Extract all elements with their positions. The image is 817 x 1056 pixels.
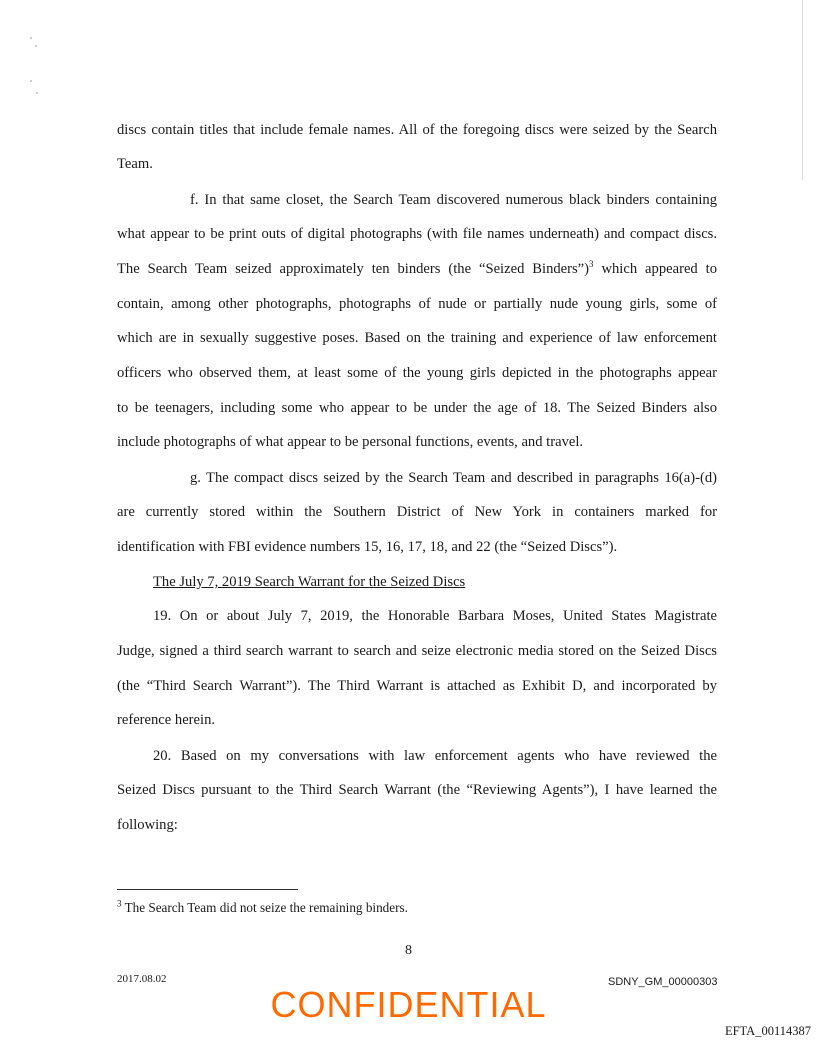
footnote-text: The Search Team did not seize the remaining binders. [124, 900, 408, 915]
text-line: (the “Third Search Warrant”). The Third Warrant is attached as Exhibit D, and incorporated by [117, 678, 717, 694]
text-line: what appear to be print outs of digital photographs (with file names underneath) and compact discs. [117, 226, 717, 242]
text-line: Team. [117, 156, 153, 172]
document-date: 2017.08.02 [117, 973, 167, 985]
bates-number-efta: EFTA_00114387 [724, 1024, 811, 1038]
bates-number-sdny: SDNY_GM_00000303 [608, 976, 718, 988]
text-line: are currently stored within the Southern District of New York in containers marked for [117, 504, 717, 520]
paragraph-g-start: g. The compact discs seized by the Search Team and described in paragraphs 16(a)-(d) [190, 470, 717, 486]
text-line: to be teenagers, including some who appear to be under the age of 18. The Seized Binders also [117, 400, 717, 416]
text-segment: The Search Team seized approximately ten binders (the “Seized Binders”) [117, 261, 590, 277]
footnote-number: 3 [117, 898, 122, 909]
text-line: identification with FBI evidence numbers 15, 16, 17, 18, and 22 (the “Seized Discs”). [117, 539, 618, 555]
text-line: which are in sexually suggestive poses. Based on the training and experience of law enforcement [117, 330, 717, 346]
section-heading: The July 7, 2019 Search Warrant for the Seized Discs [153, 574, 466, 590]
text-line: contain, among other photographs, photographs of nude or partially nude young girls, some of [117, 296, 717, 312]
text-line: reference herein. [117, 712, 216, 728]
text-line: Judge, signed a third search warrant to search and seize electronic media stored on the Seized Discs [117, 643, 717, 659]
scan-speck [30, 80, 32, 82]
scan-speck [36, 92, 38, 94]
paragraph-f-start: f. In that same closet, the Search Team discovered numerous black binders containing [190, 192, 717, 208]
text-line-with-footnote-ref [117, 261, 717, 278]
footnote-ref-marker: 3 [589, 259, 594, 270]
text-segment: which appeared to [601, 261, 717, 277]
footnote-separator [117, 889, 298, 890]
text-line: officers who observed them, at least some of the young girls depicted in the photographs appear [117, 365, 717, 381]
paragraph-20-start: 20. Based on my conversations with law enforcement agents who have reviewed the [153, 748, 717, 764]
scan-speck [35, 45, 37, 47]
text-line: following: [117, 817, 178, 833]
paragraph-19-start: 19. On or about July 7, 2019, the Honorable Barbara Moses, United States Magistrate [153, 608, 717, 624]
scan-speck [30, 37, 32, 39]
text-line: include photographs of what appear to be personal functions, events, and travel. [117, 434, 584, 450]
footnote [117, 900, 408, 916]
margin-scan-line [802, 0, 803, 180]
text-line: discs contain titles that include female names. All of the foregoing discs were seized by the Search [117, 122, 717, 138]
confidential-stamp: CONFIDENTIAL [270, 984, 547, 1025]
text-line: Seized Discs pursuant to the Third Search Warrant (the “Reviewing Agents”), I have learned the [117, 782, 717, 798]
page-number: 8 [405, 943, 412, 958]
